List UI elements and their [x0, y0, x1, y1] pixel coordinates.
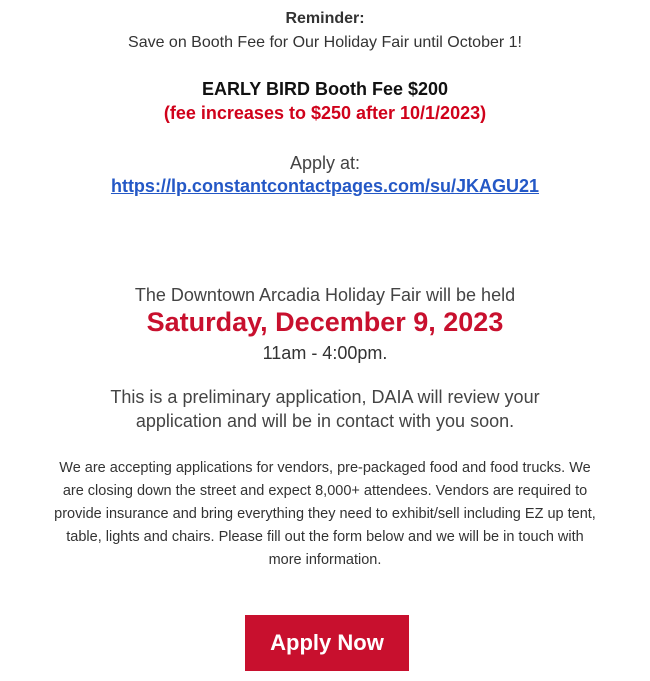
reminder-text: Save on Booth Fee for Our Holiday Fair until October 1!	[128, 34, 522, 51]
early-bird-fee: EARLY BIRD Booth Fee $200	[201, 79, 449, 99]
event-date: Saturday, December 9, 2023	[146, 307, 504, 337]
event-held-text: The Downtown Arcadia Holiday Fair will be held	[134, 285, 516, 305]
reminder-heading: Reminder:	[285, 10, 365, 27]
apply-link-container	[0, 175, 650, 197]
apply-link[interactable]: https://lp.constantcontactpages.com/su/JKAGU21	[110, 176, 540, 196]
application-details: We are accepting applications for vendors, pre-packaged food and food trucks. We are closing down the street and expect 8,000+ attendees. Vendors are required to provide insurance and bring everything they need to exhibit/sell including EZ up tent, table, lights and chairs. Please fill out the form below and we will be in touch with more information.	[54, 460, 596, 568]
apply-now-button[interactable]: Apply Now	[245, 615, 409, 671]
event-time: 11am - 4:00pm.	[262, 343, 388, 363]
preliminary-notice: This is a preliminary application, DAIA will review your application and will be in contact with you soon.	[110, 387, 540, 431]
apply-at-label: Apply at:	[289, 153, 361, 173]
fee-increase-notice: (fee increases to $250 after 10/1/2023)	[163, 103, 487, 123]
